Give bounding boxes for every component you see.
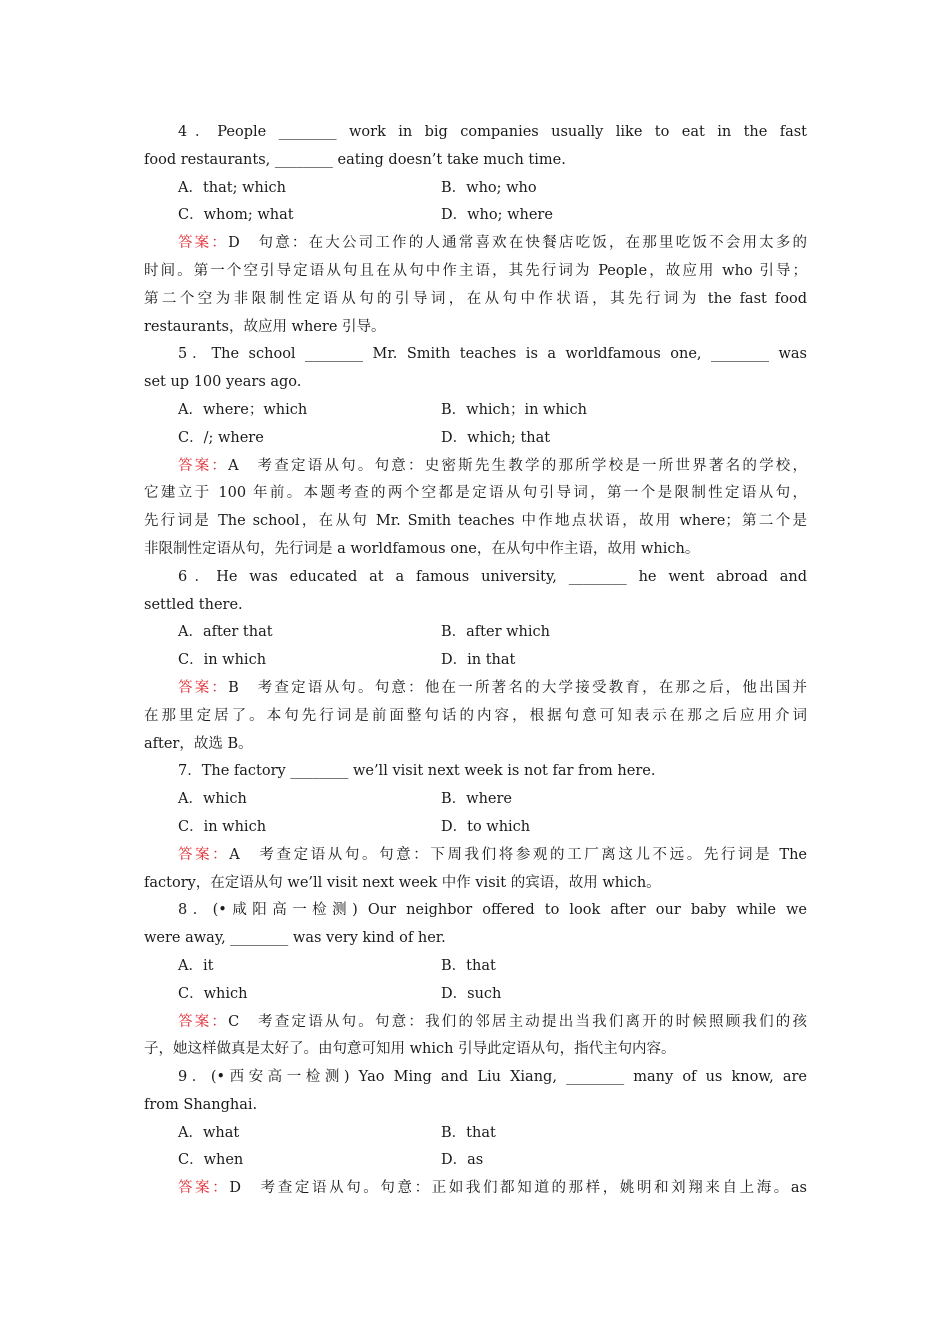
answer-label: 答案： (178, 1013, 229, 1030)
answer-text: B 考查定语从句。句意：他在一所著名的大学接受教育，在那之后，他出国并 (228, 679, 807, 696)
question-4-stem-line-2: food restaurants, ________ eating doesn’t take much time. (144, 151, 566, 168)
option-b: B．where (441, 791, 512, 808)
question-7-answer-line-1 (144, 842, 807, 870)
question-4-options-row-2 (144, 202, 807, 230)
answer-text: D 句意：在大公司工作的人通常喜欢在快餐店吃饭，在那里吃饭不会用太多的 (228, 235, 807, 252)
question-5-options-row-2 (144, 425, 807, 453)
question-6-options-row-2 (144, 647, 807, 675)
option-b: B．after which (441, 624, 550, 641)
option-b: B．which；in which (441, 401, 587, 418)
option-c: C．in which (178, 818, 267, 835)
questions-container (144, 119, 807, 1203)
answer-label: 答案： (178, 846, 230, 863)
question-6-stem-line-1: 6．He was educated at a famous university, ________ he went abroad and (178, 568, 807, 585)
question-6-answer-line-1 (144, 675, 807, 703)
question-8-options-row-2 (144, 981, 807, 1009)
answer-label: 答案： (178, 235, 229, 252)
option-c: C．whom; what (178, 207, 294, 224)
option-a: A．after that (178, 624, 273, 641)
question-5-stem-line-2: set up 100 years ago. (144, 374, 302, 391)
question-5-answer-line-1 (144, 453, 807, 481)
question-6-answer-line-2: 在那里定居了。本句先行词是前面整句话的内容，根据句意可知表示在那之后应用介词 (144, 707, 807, 724)
question-7-options-row-2 (144, 814, 807, 842)
question-9-stem-line-2: from Shanghai. (144, 1096, 258, 1113)
option-a: A．it (178, 957, 214, 974)
option-b: B．that (441, 957, 496, 974)
option-d: D．as (441, 1152, 484, 1169)
question-9-options-row-2 (144, 1147, 807, 1175)
answer-label: 答案： (178, 679, 229, 696)
question-8-answer-line-2: 子，她这样做真是太好了。由句意可知用 which 引导此定语从句，指代主句内容。 (144, 1041, 676, 1058)
question-5-answer-line-3: 先行词是 The school，在从句 Mr. Smith teaches 中作地点状语，故用 where；第二个是 (144, 513, 807, 530)
question-4-answer-line-2: 时间。第一个空引导定语从句且在从句中作主语，其先行词为 People，故应用 who 引导； (144, 262, 807, 279)
option-a: A．where；which (178, 401, 308, 418)
answer-label: 答案： (178, 1180, 230, 1197)
answer-text: D 考查定语从句。句意：正如我们都知道的那样，姚明和刘翔来自上海。as (229, 1180, 807, 1197)
option-a: A．which (178, 791, 247, 808)
option-c: C．when (178, 1152, 244, 1169)
option-d: D．in that (441, 652, 516, 669)
question-9-answer-line-1 (144, 1175, 807, 1203)
question-6-stem-line-2: settled there. (144, 596, 243, 613)
question-6-answer-line-3: after，故选 B。 (144, 735, 253, 752)
question-9-options-row-1 (144, 1120, 807, 1148)
question-6-options-row-1 (144, 619, 807, 647)
question-8-stem-line-1: 8．(•咸阳高一检测) Our neighbor offered to look after our baby while we (178, 902, 807, 919)
option-b: B．who; who (441, 179, 537, 196)
question-4-answer-line-1 (144, 230, 807, 258)
question-8-options-row-1 (144, 953, 807, 981)
question-5-answer-line-4: 非限制性定语从句，先行词是 a worldfamous one，在从句中作主语，故用 which。 (144, 540, 700, 557)
option-d: D．to which (441, 818, 531, 835)
option-d: D．who; where (441, 207, 553, 224)
question-7-stem-line-1: 7．The factory ________ we’ll visit next week is not far from here. (178, 763, 656, 780)
answer-text: C 考查定语从句。句意：我们的邻居主动提出当我们离开的时候照顾我们的孩 (228, 1013, 807, 1030)
option-c: C．/; where (178, 429, 264, 446)
option-a: A．what (178, 1124, 240, 1141)
option-b: B．that (441, 1124, 496, 1141)
question-4-stem-line-1: 4．People ________ work in big companies usually like to eat in the fast (178, 124, 807, 140)
option-d: D．which; that (441, 429, 551, 446)
question-8-answer-line-1 (144, 1009, 807, 1037)
question-4-answer-line-3: 第二个空为非限制性定语从句的引导词，在从句中作状语，其先行词为 the fast food (144, 290, 807, 307)
question-7-answer-line-2: factory，在定语从句 we’ll visit next week 中作 visit 的宾语，故用 which。 (144, 874, 661, 891)
question-4-options-row-1 (144, 175, 807, 203)
answer-text: A 考查定语从句。句意：下周我们将参观的工厂离这儿不远。先行词是 The (229, 846, 807, 863)
question-7-options-row-1 (144, 786, 807, 814)
option-d: D．such (441, 985, 502, 1002)
question-4-answer-line-4: restaurants，故应用 where 引导。 (144, 318, 386, 335)
option-c: C．which (178, 985, 248, 1002)
option-a: A．that; which (178, 179, 286, 196)
question-9-stem-line-1: 9．(•西安高一检测) Yao Ming and Liu Xiang, ________ many of us know, are (178, 1069, 807, 1086)
answer-label: 答案： (178, 457, 229, 474)
answer-text: A 考查定语从句。句意：史密斯先生教学的那所学校是一所世界著名的学校， (228, 457, 807, 474)
question-5-answer-line-2: 它建立于 100 年前。本题考查的两个空都是定语从句引导词，第一个是限制性定语从句， (144, 485, 807, 502)
question-5-stem-line-1: 5．The school ________ Mr. Smith teaches is a worldfamous one, ________ was (178, 346, 807, 363)
option-c: C．in which (178, 652, 267, 669)
question-5-options-row-1 (144, 397, 807, 425)
question-8-stem-line-2: were away, ________ was very kind of her. (144, 930, 446, 947)
